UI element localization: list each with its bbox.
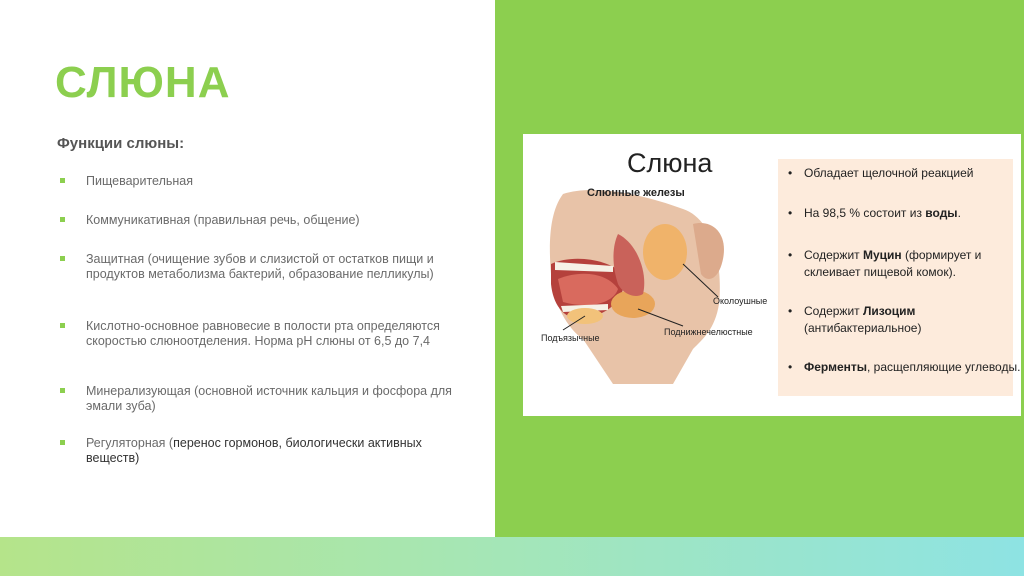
bullet-dot-icon: • <box>788 166 793 180</box>
page-title: СЛЮНА <box>55 58 231 107</box>
square-bullet-icon <box>60 323 65 328</box>
function-text: Минерализующая (основной источник кальция и фосфора для эмали зуба) <box>86 384 452 413</box>
bullet-dot-icon: • <box>788 360 793 374</box>
label-parotid: Околоушные <box>713 296 768 306</box>
square-bullet-icon <box>60 256 65 261</box>
function-text: Регуляторная ( <box>86 436 174 450</box>
fact-text: Содержит <box>804 248 863 262</box>
fact-text-post: (формирует и склеивает пищевой комок). <box>804 248 982 279</box>
bottom-gradient-bar <box>0 537 1024 576</box>
fact-mucin <box>788 247 1024 281</box>
fact-text: Содержит <box>804 304 863 318</box>
fact-text-post: , расщепляющие углеводы. <box>867 360 1021 374</box>
function-protective <box>58 252 478 282</box>
functions-subtitle: Функции слюны: <box>57 135 185 152</box>
glands-title: Слюнные железы <box>587 187 685 199</box>
function-text: Пищеварительная <box>86 174 194 188</box>
fact-text-post: . <box>957 206 961 220</box>
bullet-dot-icon: • <box>788 248 793 262</box>
fact-enzymes <box>788 359 1024 376</box>
parotid-gland-shape <box>643 224 687 280</box>
function-text: Кислотно-основное равновесие в полости рта определяются скоростью слюноотделения. Норма pH слюны от 6,5 до 7,4 <box>86 319 440 348</box>
square-bullet-icon <box>60 440 65 445</box>
function-text: Защитная (очищение зубов и слизистой от остатков пищи и продуктов метаболизма бактерий, образование пелликулы) <box>86 252 434 281</box>
fact-text-post: (антибактериальное) <box>804 321 922 335</box>
label-sublingual: Подъязычные <box>541 333 600 343</box>
saliva-card <box>523 134 1021 416</box>
square-bullet-icon <box>60 217 65 222</box>
label-submandibular: Поднижнечелюстные <box>664 327 753 337</box>
fact-alkaline <box>788 165 1024 182</box>
function-regulatory <box>58 436 478 466</box>
fact-bold: Ферменты <box>804 360 868 374</box>
fact-bold: Муцин <box>863 248 902 262</box>
fact-text: Обладает щелочной реакцией <box>804 166 974 180</box>
square-bullet-icon <box>60 388 65 393</box>
facts-list <box>778 159 1021 396</box>
square-bullet-icon <box>60 178 65 183</box>
bullet-dot-icon: • <box>788 206 793 220</box>
fact-bold: Лизоцим <box>863 304 916 318</box>
function-digestive <box>58 174 193 189</box>
fact-text: На 98,5 % состоит из <box>804 206 926 220</box>
function-acid-base <box>58 319 478 349</box>
function-text: Коммуникативная (правильная речь, общение) <box>86 213 360 227</box>
function-mineralizing <box>58 384 478 414</box>
fact-bold: воды <box>925 206 958 220</box>
function-communicative <box>58 213 360 228</box>
bullet-dot-icon: • <box>788 304 793 318</box>
function-text-strong: перенос гормонов, биологически активных веществ) <box>86 436 422 465</box>
card-title: Слюна <box>627 148 713 178</box>
fact-lysozyme <box>788 303 1024 337</box>
fact-water <box>788 205 1024 222</box>
